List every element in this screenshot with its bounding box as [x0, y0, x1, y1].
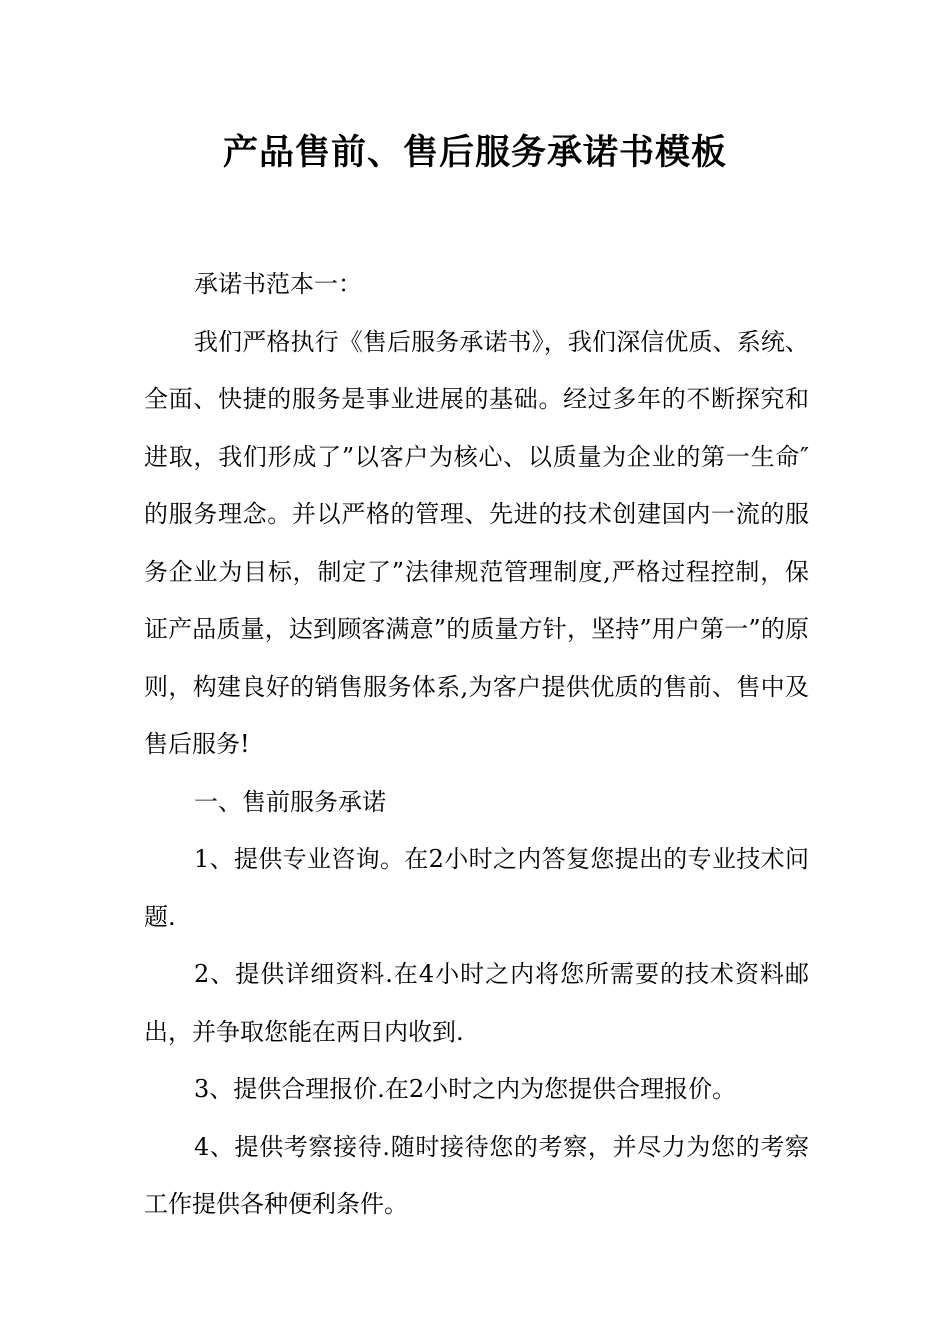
section-heading-presale: 一、售前服务承诺 [194, 787, 386, 816]
list-item-consulting: 1、提供专业咨询。在2小时之内答复您提出的专业技术问题. [144, 845, 809, 931]
list-item-materials: 2、提供详细资料.在4小时之内将您所需要的技术资料邮出，并争取您能在两日内收到. [144, 960, 809, 1046]
document-body [144, 256, 809, 1234]
document-title: 产品售前、售后服务承诺书模板 [222, 132, 727, 173]
paragraph-template-heading: 承诺书范本一： [194, 270, 362, 298]
paragraph-commitment-intro: 我们严格执行《售后服务承诺书》，我们深信优质、系统、全面、快捷的服务是事业进展的基础。经过多年的不断探究和进取，我们形成了”以客户为核心、以质量为企业的第一生命″的服务理念。并以严格的管理、先进的技术创建国内一流的服务企业为目标，制定了”法律规范管理制度,严格过程控制，保证产品质量，达到顾客满意”的质量方针，坚持”用户第一”的原则，构建良好的销售服务体系,为客户提供优质的售前、售中及售后服务! [144, 327, 809, 758]
list-item-inspection: 4、提供考察接待.随时接待您的考察，并尽力为您的考察工作提供各种便利条件。 [144, 1132, 809, 1218]
list-item-quotation: 3、提供合理报价.在2小时之内为您提供合理报价。 [194, 1075, 737, 1103]
